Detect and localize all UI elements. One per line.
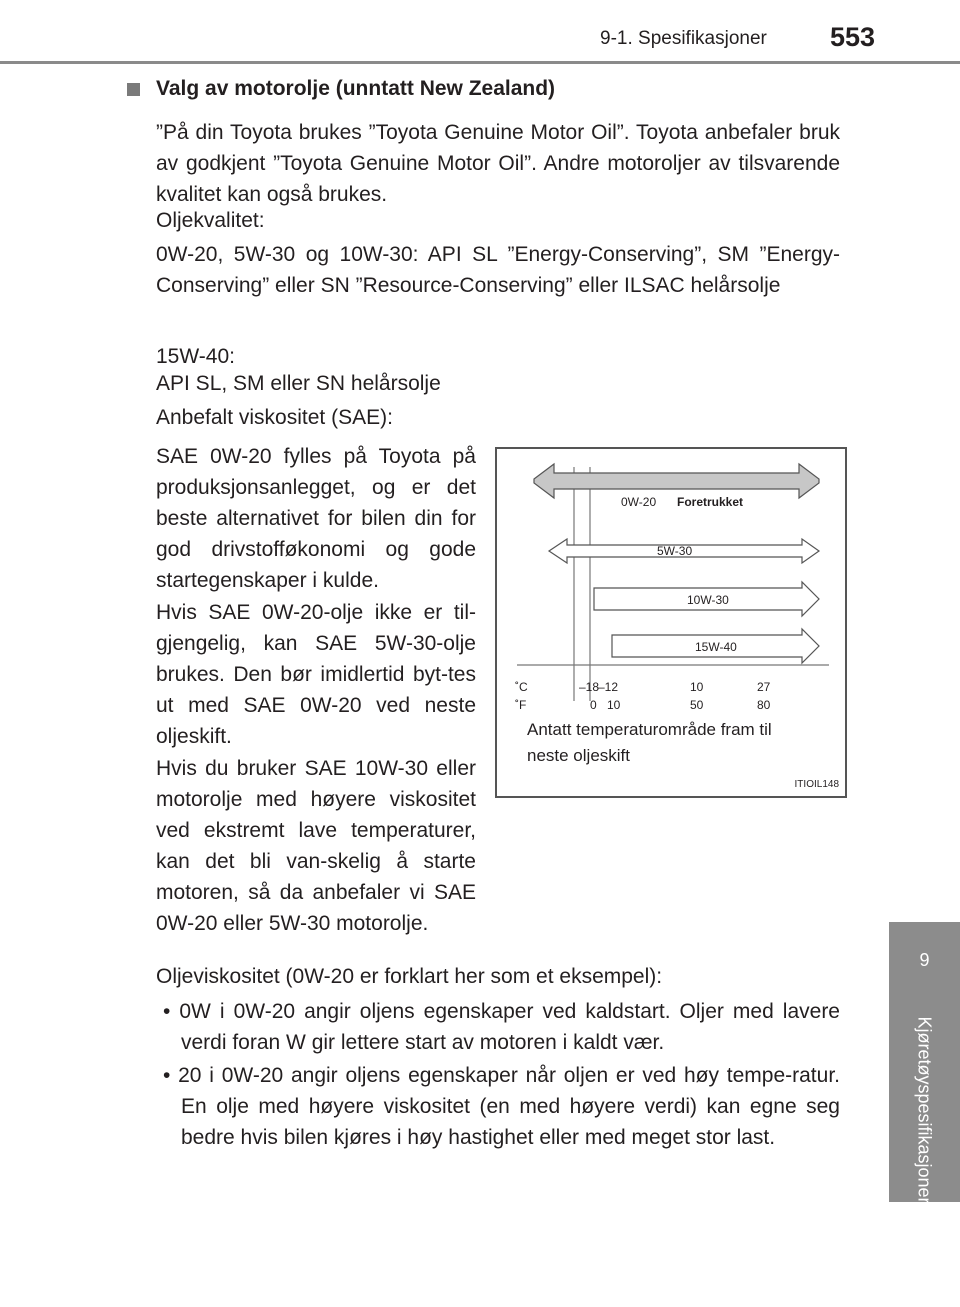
paragraph-10w30: Hvis du bruker SAE 10W-30 eller motorolje med høyere viskositet ved ekstremt lave temperaturer, kan det bli van-skelig å starte motoren, så da anbefaler vi SAE 0W-20 eller 5W-30 motorolje. (156, 757, 476, 935)
tick-c-27: 27 (757, 680, 771, 694)
unit-fahrenheit: ˚F (515, 698, 527, 712)
figure-id: ITIOIL148 (794, 779, 839, 790)
tick-f-50: 50 (690, 698, 704, 712)
label-15w40: 15W-40 (695, 640, 737, 654)
paragraph-0w20: SAE 0W-20 fylles på Toyota på produksjonsanlegget, og er det beste alternativet for bilen din for god drivstofføkonomi og gode startegenskaper i kulde. (156, 445, 476, 592)
chapter-title: Kjøretøyspesifikasjoner (914, 1016, 935, 1204)
viscosity-chart (495, 447, 847, 798)
tick-c-10: 10 (690, 680, 704, 694)
arrow-0w20 (534, 464, 819, 498)
oil-15w40-label: 15W-40: (156, 345, 235, 368)
label-0w20: 0W-20 (621, 495, 657, 509)
tick-f-0: 0 (590, 698, 597, 712)
bullet-hot: • 20 i 0W-20 angir oljens egenskaper når oljen er ved høy tempe-ratur. En olje med høyere viskositet (en med høyere verdi) kan egne seg bedre hvis bilen kjøres i høy hastighet eller med meget stor last. (163, 1064, 840, 1149)
label-5w30: 5W-30 (657, 544, 693, 558)
oil-quality-spec: 0W-20, 5W-30 og 10W-30: API SL ”Energy-Conserving”, SM ”Energy-Conserving” eller SN ”Resource-Conserving” eller ILSAC helårsolje (156, 243, 840, 297)
section-heading: Valg av motorolje (unntatt New Zealand) (156, 77, 556, 100)
bullet-cold: • 0W i 0W-20 angir oljens egenskaper ved kaldstart. Oljer med lavere verdi foran W gir lettere start av motoren i kaldt vær. (163, 1000, 840, 1054)
chapter-number: 9 (919, 950, 930, 970)
oil-quality-label: Oljekvalitet: (156, 209, 265, 232)
tick-f-10: 10 (607, 698, 621, 712)
section-title: 9-1. Spesifikasjoner (600, 28, 767, 49)
oil-15w40-spec: API SL, SM eller SN helårsolje (156, 372, 441, 395)
paragraph-5w30: Hvis SAE 0W-20-olje ikke er til-gjengelig, kan SAE 5W-30-olje brukes. Den bør imidlertid byt-tes ut med SAE 0W-20 ved neste oljeskift. (156, 601, 476, 748)
intro-paragraph: ”På din Toyota brukes ”Toyota Genuine Motor Oil”. Toyota anbefaler bruk av godkjent ”Toyota Genuine Motor Oil”. Andre motoroljer av tilsvarende kvalitet kan også brukes. (156, 121, 840, 206)
tick-f-80: 80 (757, 698, 771, 712)
viscosity-explainer: Oljeviskositet (0W-20 er forklart her som et eksempel): (156, 965, 663, 988)
heading-square-icon (127, 83, 140, 96)
tick-c-minus12: –12 (598, 680, 619, 694)
label-10w30: 10W-30 (687, 593, 729, 607)
header-rule (0, 61, 960, 64)
label-preferred: Foretrukket (677, 495, 744, 509)
chart-caption: Antatt temperaturområde fram til neste oljeskift (527, 720, 772, 765)
page-number: 553 (830, 22, 876, 52)
tick-c-minus18: –18 (579, 680, 600, 694)
viscosity-label: Anbefalt viskositet (SAE): (156, 406, 393, 429)
unit-celsius: ˚C (515, 680, 528, 694)
